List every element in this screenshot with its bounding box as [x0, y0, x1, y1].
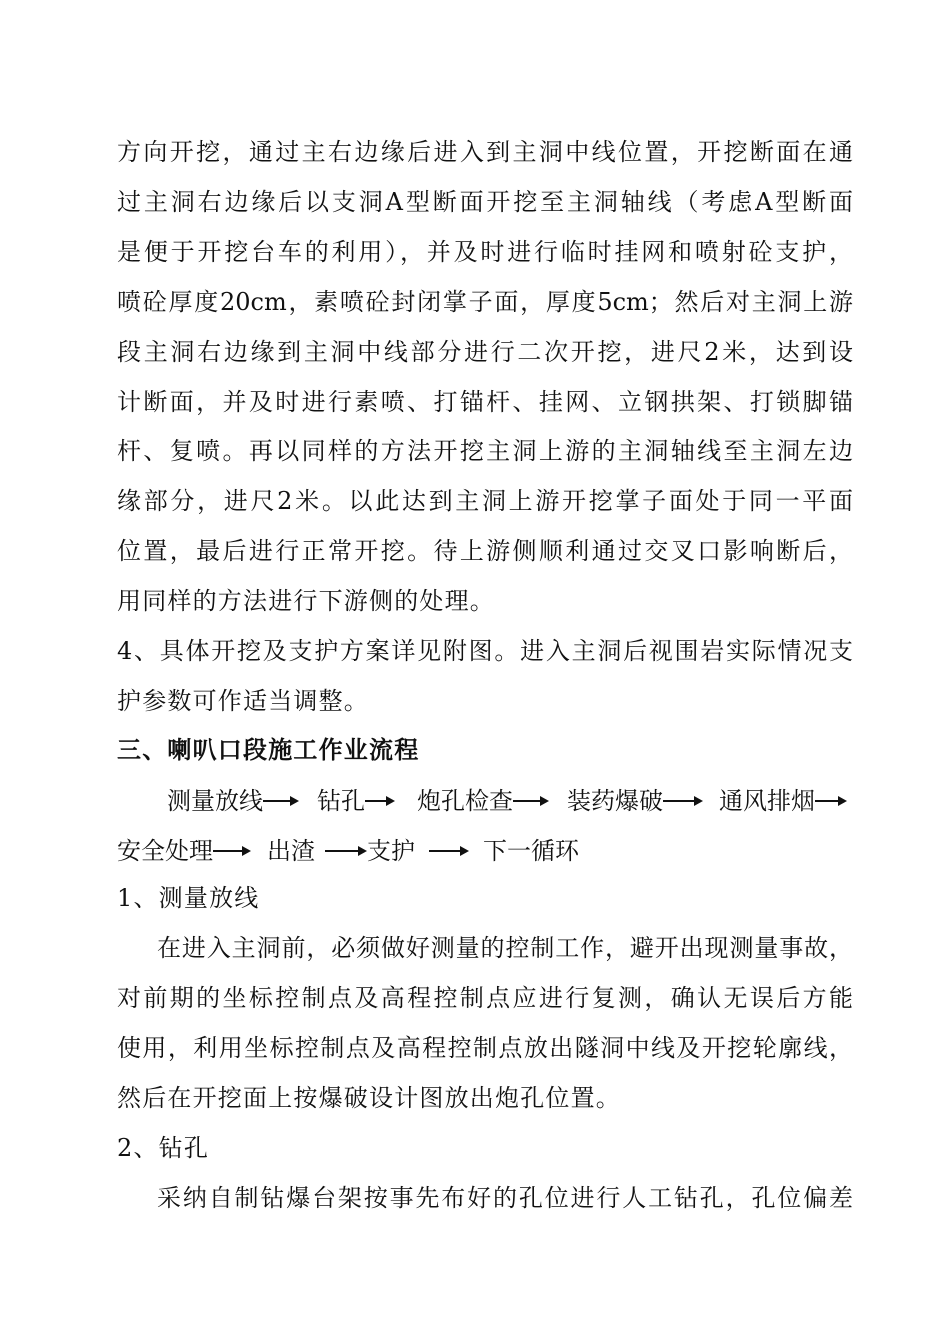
arrow-right-icon — [365, 795, 395, 807]
paragraph-line: 位置，最后进行正常开挖。待上游侧顺利通过交叉口影响断后， — [117, 537, 853, 565]
paragraph-line: 使用，利用坐标控制点及高程控制点放出隧洞中线及开挖轮廓线， — [117, 1034, 853, 1062]
paragraph-line: 缘部分，进尺2米。以此达到主洞上游开挖掌子面处于同一平面 — [117, 487, 853, 515]
paragraph-line: 然后在开挖面上按爆破设计图放出炮孔位置。 — [117, 1084, 621, 1112]
paragraph-line: 喷砼厚度20cm，素喷砼封闭掌子面，厚度5cm；然后对主洞上游 — [117, 288, 853, 316]
flow-step: 测量放线 — [167, 786, 263, 815]
paragraph-line: 用同样的方法进行下游侧的处理。 — [117, 587, 495, 615]
item-4-line: 4、具体开挖及支护方案详见附图。进入主洞后视围岩实际情况支 — [117, 637, 853, 665]
arrow-right-icon — [325, 845, 367, 857]
flow-step: 安全处理 — [117, 836, 213, 865]
workflow-row-1 — [167, 784, 847, 816]
item-4-line: 护参数可作适当调整。 — [117, 687, 369, 715]
subsection-heading: 1、测量放线 — [117, 884, 260, 912]
paragraph-line: 方向开挖，通过主右边缘后进入到主洞中线位置，开挖断面在通 — [117, 138, 853, 166]
paragraph-line: 对前期的坐标控制点及高程控制点应进行复测，确认无误后方能 — [117, 984, 853, 1012]
flow-step: 出渣 — [267, 836, 315, 865]
arrow-right-icon — [213, 845, 251, 857]
flow-step: 支护 — [367, 836, 415, 865]
flow-step: 下一循环 — [483, 836, 579, 865]
paragraph-line: 采纳自制钻爆台架按事先布好的孔位进行人工钻孔，孔位偏差 — [157, 1184, 853, 1212]
workflow-row-2 — [117, 834, 579, 866]
flow-step: 装药爆破 — [567, 786, 663, 815]
paragraph-line: 过主洞右边缘后以支洞A型断面开挖至主洞轴线（考虑A型断面 — [117, 188, 853, 216]
arrow-right-icon — [815, 795, 847, 807]
arrow-right-icon — [513, 795, 549, 807]
arrow-right-icon — [663, 795, 703, 807]
paragraph-line: 段主洞右边缘到主洞中线部分进行二次开挖，进尺2米，达到设 — [117, 338, 853, 366]
paragraph-line: 杆、复喷。再以同样的方法开挖主洞上游的主洞轴线至主洞左边 — [117, 437, 853, 465]
subsection-heading: 2、钻孔 — [117, 1134, 210, 1162]
paragraph-line: 是便于开挖台车的利用），并及时进行临时挂网和喷射砼支护， — [117, 238, 853, 266]
arrow-right-icon — [263, 795, 299, 807]
section-heading: 三、喇叭口段施工作业流程 — [117, 736, 420, 764]
flow-step: 钻孔 — [317, 786, 365, 815]
flow-step: 炮孔检查 — [417, 786, 513, 815]
paragraph-line: 在进入主洞前，必须做好测量的控制工作，避开出现测量事故， — [157, 934, 853, 962]
flow-step: 通风排烟 — [719, 786, 815, 815]
paragraph-line: 计断面，并及时进行素喷、打锚杆、挂网、立钢拱架、打锁脚锚 — [117, 388, 853, 416]
arrow-right-icon — [429, 845, 469, 857]
